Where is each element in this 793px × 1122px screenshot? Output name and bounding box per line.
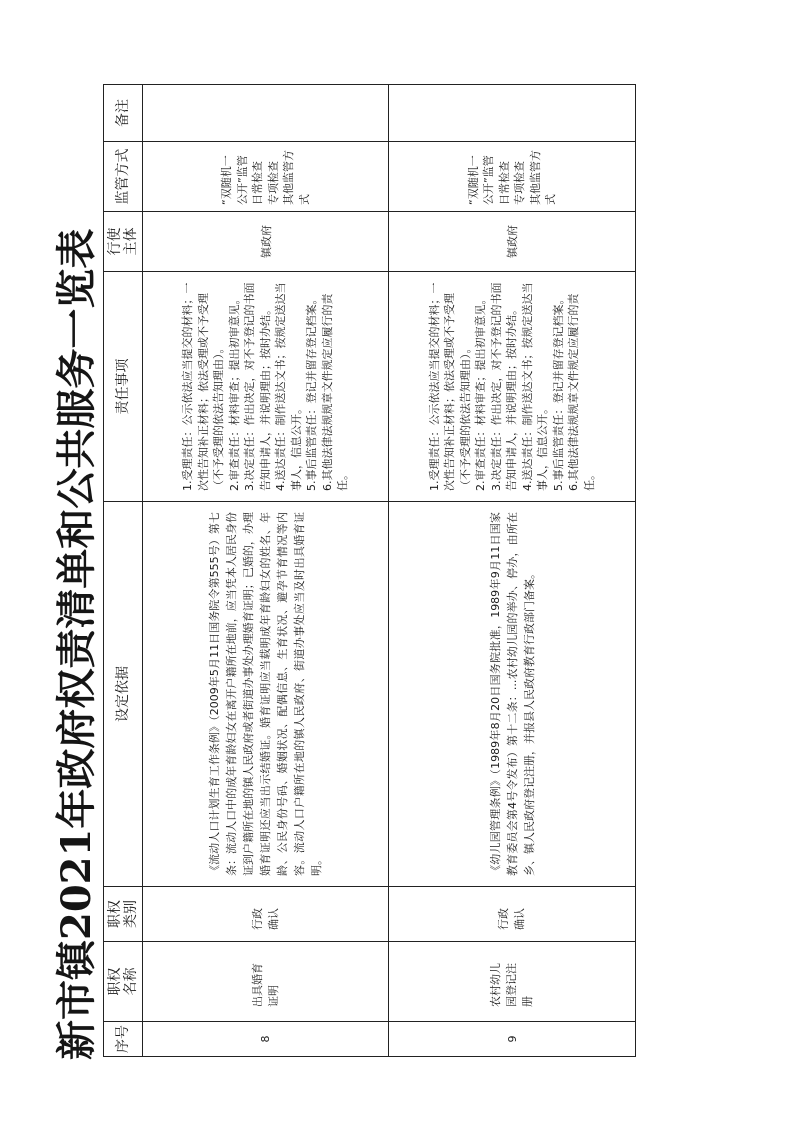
responsibilities-cell <box>143 272 389 502</box>
table-row <box>389 85 636 1057</box>
power-name-cell: 出具婚育证明 <box>143 942 389 1022</box>
supervision-item: 其他监管方式 <box>282 150 311 205</box>
table-header <box>104 85 143 1057</box>
header-power-type-label: 职权类别 <box>107 900 139 928</box>
responsibility-item: 2.审查责任：材料审查；提出初审意见。 <box>227 293 241 491</box>
header-row <box>104 85 143 1057</box>
supervision-item: 专项检查 <box>266 161 280 205</box>
executing-body-cell: 镇政府 <box>143 212 389 272</box>
responsibility-item: 3.决定责任：作出决定，对不予登记的书面告知申请人，并说明理由；按时办结。 <box>243 282 272 491</box>
responsibility-item: 3.决定责任：作出决定，对不予登记的书面告知申请人，并说明理由；按时办结。 <box>489 282 519 491</box>
remarks-cell <box>389 85 636 142</box>
header-power-type <box>104 887 143 942</box>
power-type-cell: 行政确认 <box>143 887 389 942</box>
header-legal-basis: 设定依据 <box>104 502 143 887</box>
executing-body-cell: 镇政府 <box>389 212 636 272</box>
responsibility-item: 6.其他法律法规规章文件规定应履行的责任。 <box>567 293 596 491</box>
responsibility-item: 5.事后监管责任：登记并留存登记档案。 <box>305 293 319 491</box>
supervision-item: 日常检查 <box>251 161 264 205</box>
supervision-item: 其他监管方式 <box>528 150 557 205</box>
remarks-cell <box>143 85 389 142</box>
responsibilities-cell <box>389 272 636 502</box>
supervision-item: 专项检查 <box>513 161 526 205</box>
document-title: 新市镇2021年政府权责清单和公共服务一览表 <box>53 228 100 1060</box>
header-power-name <box>104 942 143 1022</box>
power-name-cell: 农村幼儿园登记注册 <box>389 942 636 1022</box>
responsibility-item: 5.事后监管责任：登记并留存登记档案。 <box>551 293 565 491</box>
table-body <box>143 85 636 1057</box>
supervision-item: “双随机一公开”监管 <box>220 155 249 205</box>
responsibility-item: 4.送达责任：制作送达文书；按规定送达当事人，信息公开。 <box>274 282 303 491</box>
supervision-item: “双随机一公开”监管 <box>466 155 495 205</box>
supervision-cell <box>143 142 389 212</box>
responsibility-item: 1.受理责任：公示依法应当提交的材料；一次性告知补正材料；依法受理或不予受理（不予受理的依法告知理由）。 <box>181 282 226 491</box>
header-remarks: 备注 <box>104 85 143 142</box>
legal-basis-cell: 《流动人口计划生育工作条例》（2009年5月11日国务院令第555号）第七条：流动人口中的成年育龄妇女在离开户籍所在地前，应当凭本人居民身份证到户籍所在地的镇人民政府或者街道办事处办理婚育证明；已婚的，办理婚育证明还应当出示结婚证。婚育证明应当载明成年育龄妇女的姓名、年龄、公民身份号码、婚姻状况、配偶信息、生育状况、避孕节育情况等内容。流动人口户籍所在地的镇人民政府、街道办事处应当及时出具婚育证明。 <box>143 502 389 887</box>
header-executing-body <box>104 212 143 272</box>
header-supervision: 监管方式 <box>104 142 143 212</box>
legal-basis-cell: 《幼儿园管理条例》（1989年8月20日国务院批准，1989年9月11日国家教育委员会第4号令发布）第十二条：...农村幼儿园的举办、停办，由所在乡、镇人民政府登记注册，并报县人民政府教育行政部门备案。 <box>389 502 636 887</box>
supervision-cell <box>389 142 636 212</box>
responsibility-item: 4.送达责任：制作送达文书；按规定送达当事人，信息公开。 <box>520 282 550 491</box>
responsibility-item: 2.审查责任：材料审查；提出初审意见。 <box>474 293 488 491</box>
header-power-name-label: 职权名称 <box>107 967 139 996</box>
supervision-item: 日常检查 <box>497 161 511 205</box>
power-type-cell: 行政确认 <box>389 887 636 942</box>
responsibility-item: 1.受理责任：公示依法应当提交的材料；一次性告知补正材料；依法受理或不予受理（不予受理的依法告知理由）。 <box>427 282 472 491</box>
table-row <box>143 85 389 1057</box>
responsibility-item: 6.其他法律法规规章文件规定应履行的责任。 <box>320 293 350 491</box>
powers-table <box>103 84 636 1057</box>
seq-cell: 8 <box>143 1022 389 1057</box>
seq-cell: 9 <box>389 1022 636 1057</box>
header-executing-body-label: 行使主体 <box>107 227 139 256</box>
header-seq: 序号 <box>104 1022 143 1057</box>
header-responsibilities: 责任事项 <box>104 272 143 502</box>
